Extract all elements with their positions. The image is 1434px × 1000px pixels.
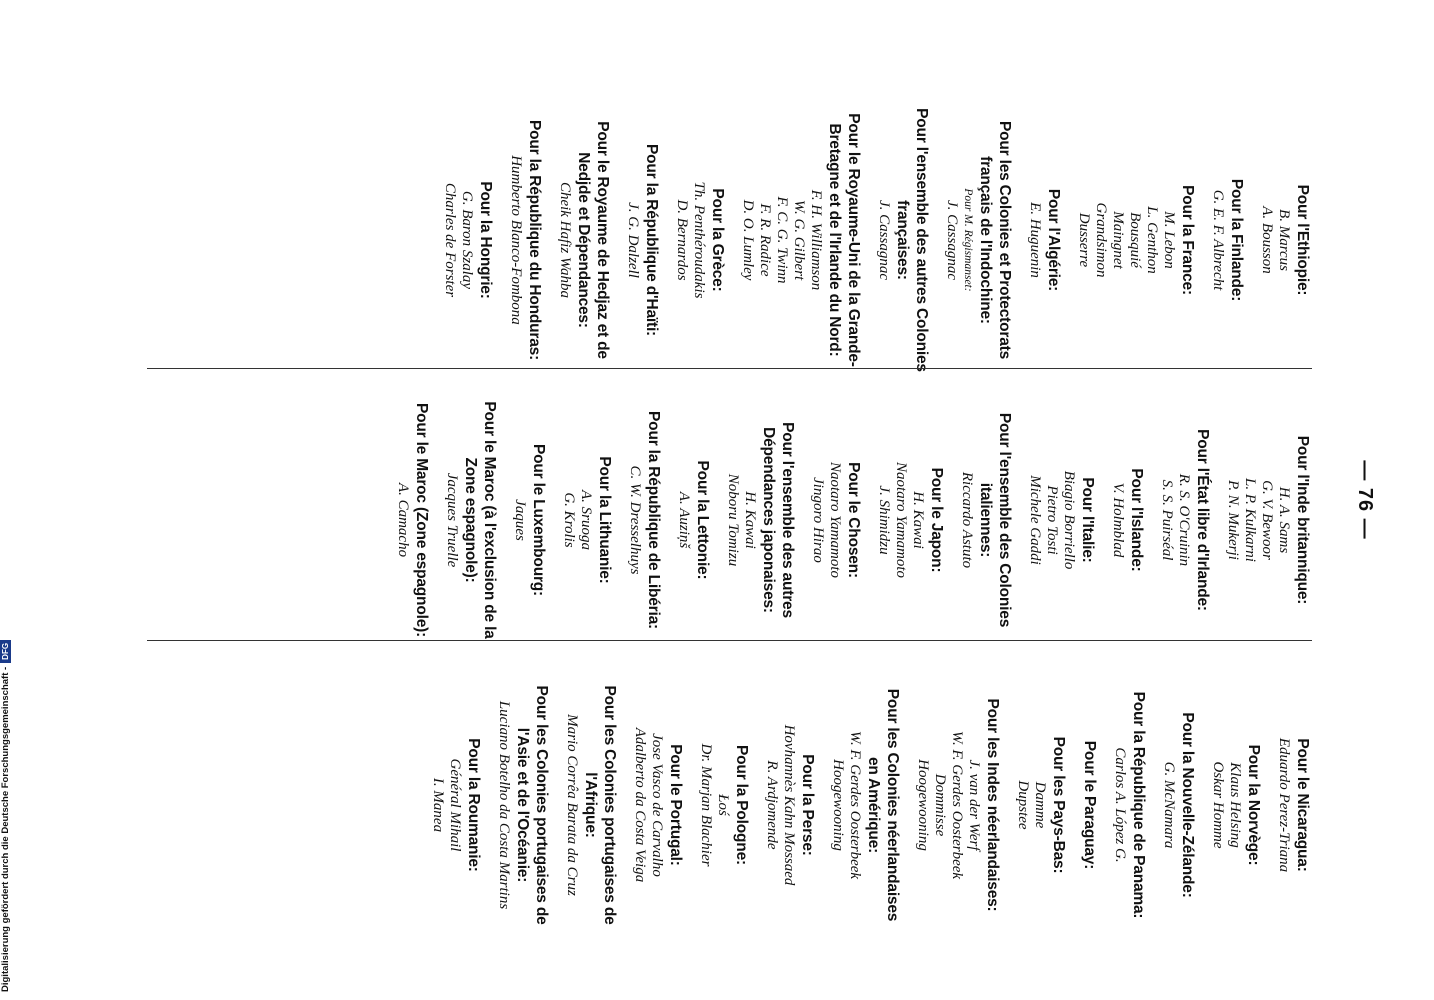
side-note-text: Digitalisierung gefördert durch die Deutsche Forschungsgemeinschaft -: [0, 666, 12, 992]
signatory-name: Oskar Homme: [1210, 761, 1226, 849]
signatory-name: H. Kawai: [742, 491, 758, 549]
signatories: [763, 660, 797, 950]
column-2: [112, 375, 1312, 665]
signatory-name: W. G. Gilbert: [791, 199, 807, 281]
signatory-name: Riccardo Astuto: [959, 471, 975, 569]
country-heading: Pour la Norvège:: [1245, 744, 1262, 866]
signatories: [914, 660, 982, 950]
country-heading: Pour la Nouvelle-Zélande:: [1179, 712, 1196, 898]
signatory-name: A. Auziņš: [676, 491, 692, 549]
signatory-name: Jose Vasco de Carvalho: [649, 733, 665, 877]
signatory-name: Dupstee: [1015, 780, 1031, 830]
country-heading: Pour l'Islande:: [1128, 468, 1145, 572]
signatory-name: G. V. Bewoor: [1259, 480, 1275, 560]
country-heading: Pour le Nicaragua:: [1294, 738, 1311, 872]
signatory-name: C. W. Dresselhuys: [627, 465, 643, 575]
country-heading: Pour la Roumanie:: [465, 738, 482, 872]
signatory-name: F. R. Radice: [757, 203, 773, 277]
signature-entry: [441, 95, 495, 385]
signatory-name: Général Mihail: [447, 758, 463, 852]
signature-entry: [1026, 95, 1063, 385]
country-heading: Pour le Japon:: [928, 467, 945, 573]
country-heading: Pour la République de Panama:: [1130, 691, 1147, 919]
signatory-name: Hoogewooning: [830, 759, 846, 851]
country-heading: Pour l'État libre d'Irlande:: [1194, 429, 1211, 611]
signatory-name: Luciano Botelho da Costa Martins: [496, 700, 512, 910]
signatories: [1224, 375, 1292, 665]
signature-entry: [675, 375, 712, 665]
signatories: [394, 375, 411, 665]
signatory-name: Dommisse: [932, 773, 948, 837]
signatories: [1075, 95, 1177, 385]
dfg-logo: DFG: [0, 640, 11, 663]
signature-entry: [1275, 660, 1312, 950]
signature-entry: [1209, 95, 1246, 385]
country-heading: Pour le Royaume-Uni de la Grande- Bretagne et de l'Irlande du Nord:: [826, 113, 862, 367]
country-heading: Pour l'ensemble des autres Colonies françaises:: [894, 108, 930, 372]
signatory-name: M. Lebon: [1161, 211, 1177, 269]
signatory-name: Jaques: [512, 499, 528, 541]
signatory-name: A. Sruoga: [578, 490, 594, 550]
signatories: [560, 375, 594, 665]
signatory-name: Hovhannès Kahn Mossaed: [781, 724, 797, 886]
signature-entry: [673, 95, 727, 385]
country-heading: Pour les Colonies néerlandaises en Amérique:: [865, 688, 901, 922]
signatory-name: Cheik Hafiz Wahba: [557, 181, 573, 299]
country-heading: Pour le Maroc (à l'exclusion de la Zone espagnole):: [462, 401, 498, 639]
country-heading: Pour les Colonies portugaises de l'Afrique:: [582, 685, 618, 925]
signatories: [675, 375, 692, 665]
country-heading: Pour la République d'Haïti:: [643, 143, 660, 337]
signatory-name: Carlos A. López G.: [1112, 747, 1128, 863]
signatories: [697, 660, 731, 950]
country-heading: Pour l'ensemble des Colonies italiennes:: [977, 412, 1013, 628]
signatory-name: Humberto Blanco-Fombona: [508, 155, 524, 325]
signature-entry: [495, 660, 551, 950]
signature-entry: [1209, 660, 1263, 950]
signature-entry: [958, 375, 1014, 665]
signatory-name: Mario Corrêa Barata da Cruz: [564, 714, 580, 896]
signature-entry: [829, 660, 902, 950]
signatories: [875, 375, 926, 665]
signatories: [443, 375, 460, 665]
signatory-name: W. F. Gerdes Oosterbeek: [847, 730, 863, 880]
signatories: [1158, 375, 1192, 665]
country-heading: Pour le Maroc (Zone espagnole):: [413, 402, 430, 638]
signatory-name: Naotaro Yamamoto: [827, 461, 843, 578]
signatory-name: Th. Penthéroudakis: [691, 181, 707, 299]
column-divider: [147, 640, 1312, 641]
signatories: [511, 375, 528, 665]
signature-entry: [429, 660, 483, 950]
signatory-name: Charles de Forster: [442, 182, 458, 298]
signatory-name: G. Baron Szalay: [459, 190, 475, 290]
signature-entry: [1026, 375, 1097, 665]
signatory-name: A. Camacho: [395, 482, 411, 558]
country-heading: Pour la République de Libéria:: [645, 411, 662, 629]
signatory-name: L. Genthon: [1144, 206, 1160, 274]
signatory-name: H. A. Sams: [1276, 486, 1292, 554]
signatory-name: I. Manea: [430, 777, 446, 833]
signatory-name: F. H. Williamson: [808, 189, 824, 291]
signatories: [1258, 95, 1292, 385]
signature-entry: [626, 375, 663, 665]
country-heading: Pour les Colonies et Protectorats français de l'Indochine:: [977, 120, 1013, 360]
signature-entry: [875, 375, 946, 665]
country-heading: Pour le Paraguay:: [1081, 740, 1098, 870]
country-heading: Pour la France:: [1179, 185, 1196, 295]
signatory-name: Pietro Tosti: [1044, 485, 1060, 555]
signatory-name: Łoś: [715, 794, 731, 816]
signature-entry: [560, 375, 614, 665]
page-number: — 76 —: [1354, 460, 1376, 540]
signatories: [1026, 375, 1077, 665]
signature-entry: [943, 95, 1014, 385]
signatory-name: Jingoro Hirao: [810, 477, 826, 563]
signature-entry: [875, 95, 931, 385]
signatory-name: Bousquié: [1127, 212, 1143, 268]
signature-entry: [631, 660, 685, 950]
signatory-name: Noboru Tomizu: [725, 473, 741, 567]
signature-entry: [1109, 375, 1146, 665]
signature-entry: [1111, 660, 1148, 950]
signature-entry: [1080, 660, 1099, 950]
country-heading: Pour la Grèce:: [709, 188, 726, 292]
country-heading: Pour l'Inde britannique:: [1294, 435, 1311, 605]
signatories: [626, 375, 643, 665]
signature-entry: [394, 375, 431, 665]
country-heading: Pour les Pays-Bas:: [1050, 736, 1067, 874]
signatory-name: P. N. Mukerji: [1225, 480, 1241, 560]
signatory-name: Klaus Helsing: [1227, 762, 1243, 848]
signatories: [1209, 660, 1243, 950]
signatories: [429, 660, 463, 950]
column-divider: [147, 368, 1312, 369]
signatories: [739, 95, 824, 385]
country-heading: Pour la Hongrie:: [477, 181, 494, 299]
signatories: [1209, 95, 1226, 385]
signature-entry: [1075, 95, 1197, 385]
signatories: [809, 375, 843, 665]
country-heading: Pour la Finlande:: [1228, 178, 1245, 302]
signatory-name: Naotaro Yamamoto: [893, 461, 909, 578]
country-heading: Pour la Lithuanie:: [596, 456, 613, 584]
signatory-name: L. P. Kulkarni: [1242, 478, 1258, 562]
country-heading: Pour la Pologne:: [733, 745, 750, 865]
signature-entry: [1258, 95, 1312, 385]
signatory-name: F. C. G. Twinn: [774, 196, 790, 284]
signature-entry: [809, 375, 863, 665]
signatories: [1109, 375, 1126, 665]
signatories: [631, 660, 665, 950]
signatory-name: G. McNamara: [1161, 761, 1177, 849]
signatories: [624, 95, 641, 385]
signatory-name: J. van der Werf: [966, 759, 982, 851]
signature-entry: [1160, 660, 1197, 950]
signatory-name: B. Marcus: [1276, 209, 1292, 271]
signatories: [1160, 660, 1177, 950]
signatory-name: Damme: [1032, 781, 1048, 829]
signatory-name: G. E. F. Albrecht: [1210, 189, 1226, 291]
signature-entry: [1014, 660, 1068, 950]
signatories: [724, 375, 758, 665]
signature-entry: [511, 375, 548, 665]
signatory-name: Dusserre: [1076, 212, 1092, 268]
country-heading: Pour l'Algérie:: [1045, 188, 1062, 292]
signatories: [563, 660, 580, 950]
signatories: [1014, 660, 1048, 950]
country-heading: Pour la Lettonie:: [694, 460, 711, 580]
signatory-name: Dr. Marjan Blachier: [698, 743, 714, 867]
signatory-name: Adalberto da Costa Veiga: [632, 727, 648, 883]
signatories: [875, 95, 892, 385]
country-heading: Pour le Royaume de Hedjaz et de Nedjde et Dépendances:: [575, 121, 611, 359]
country-heading: Pour les Indes néerlandaises:: [984, 698, 1001, 912]
column-1: [112, 95, 1312, 385]
signatory-name: Hoogewooning: [915, 759, 931, 851]
signatories: [441, 95, 475, 385]
signatory-name: W. F. Gerdes Oosterbeek: [949, 730, 965, 880]
signature-entry: [507, 95, 544, 385]
signatory-name: Jacques Truelle: [444, 472, 460, 568]
signature-entry: [563, 660, 619, 950]
signatories: [556, 95, 573, 385]
country-heading: Pour la République du Honduras:: [526, 119, 543, 361]
signatory-name: H. Kawai: [910, 491, 926, 549]
signature-entry: [763, 660, 817, 950]
signatory-name: Pour M. Régismanset:: [962, 188, 974, 292]
signatory-name: V. Holmblad: [1110, 482, 1126, 558]
signatory-name: Michele Gaddi: [1027, 475, 1043, 565]
country-heading: Pour les Colonies portugaises de l'Asie et de l'Océanie:: [514, 685, 550, 925]
signatory-name: R. Ardjomende: [764, 760, 780, 850]
signatories: [943, 95, 975, 385]
country-heading: Pour l'ensemble des autres Dépendances japonaises:: [760, 422, 796, 618]
signatory-name: J. Cassagnac: [944, 200, 960, 280]
signature-entry: [1224, 375, 1312, 665]
signatory-name: J. G. Dalzell: [625, 202, 641, 278]
signature-entry: [739, 95, 863, 385]
signatory-name: S. S. Puirséal: [1159, 479, 1175, 561]
column-3: [112, 660, 1312, 950]
country-heading: Pour le Luxembourg:: [530, 443, 547, 597]
signature-entry: [914, 660, 1002, 950]
signature-entry: [443, 375, 499, 665]
signatory-name: Biagio Borriello: [1061, 470, 1077, 570]
signature-entry: [1158, 375, 1212, 665]
country-heading: Pour l'Italie:: [1079, 477, 1096, 563]
signatory-name: J. Shimidzu: [876, 485, 892, 555]
signatories: [829, 660, 863, 950]
signatories: [495, 660, 512, 950]
signatories: [507, 95, 524, 385]
signatory-name: Grandsimon: [1093, 202, 1109, 278]
signatories: [1111, 660, 1128, 950]
signatory-name: D. O. Lumley: [740, 199, 756, 281]
signatory-name: Eduardo Perez-Triana: [1276, 737, 1292, 873]
signatory-name: Maingnet: [1110, 211, 1126, 269]
signatory-name: R. S. O'Cruinin: [1176, 473, 1192, 567]
signature-entry: [697, 660, 751, 950]
country-heading: Pour la Perse:: [799, 754, 816, 856]
signatory-name: E. Huguenin: [1027, 202, 1043, 278]
signatories: [673, 95, 707, 385]
signatories: [1026, 95, 1043, 385]
signatories: [958, 375, 975, 665]
country-heading: Pour le Portugal:: [667, 744, 684, 866]
signatory-name: J. Cassagnac: [876, 200, 892, 280]
signatory-name: G. Krolis: [561, 492, 577, 548]
country-heading: Pour le Chosen:: [845, 462, 862, 578]
country-heading: Pour l'Ethiopie:: [1294, 184, 1311, 296]
signatories: [1275, 660, 1292, 950]
signature-entry: [556, 95, 612, 385]
signatory-name: D. Bernardos: [674, 199, 690, 281]
signatory-name: A. Bousson: [1259, 206, 1275, 274]
signature-entry: [624, 95, 661, 385]
signature-entry: [724, 375, 797, 665]
